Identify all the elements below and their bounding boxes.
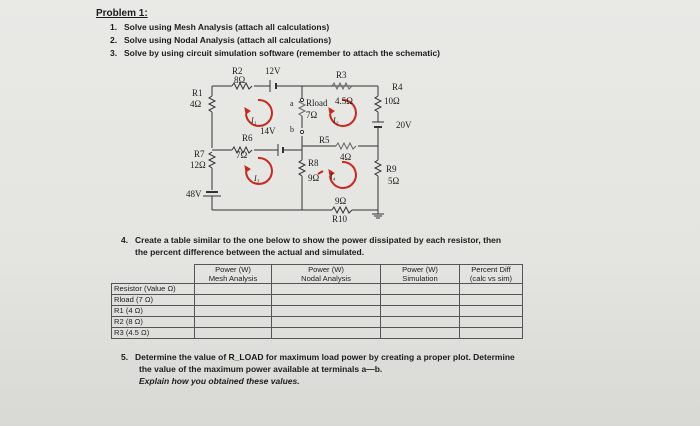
r10-label: R10 xyxy=(332,214,348,224)
v48-label: 48V xyxy=(186,189,202,199)
question-5: 5. Determine the value of R_LOAD for maximum load power by creating a proper plot. Determine xyxy=(121,352,515,362)
i2-label: I₂ xyxy=(333,116,339,125)
power-table xyxy=(111,264,523,339)
r3-label: R3 xyxy=(336,70,347,80)
r1-label: R1 xyxy=(192,88,203,98)
header-resistor: Resistor (Value Ω) xyxy=(112,284,195,295)
rload-label: Rload xyxy=(306,98,328,108)
r7-label: R7 xyxy=(194,149,205,159)
question-2: 2. Solve using Nodal Analysis (attach all calculations) xyxy=(110,35,332,45)
header-mesh: Power (W) Mesh Analysis xyxy=(195,265,272,284)
table-row xyxy=(112,328,523,339)
question-4-line-2: the percent difference between the actual and simulated. xyxy=(135,247,365,257)
table-row xyxy=(112,306,523,317)
row-label: R2 (8 Ω) xyxy=(112,317,195,328)
r2-label: R2 xyxy=(232,66,243,76)
row-label: Rload (7 Ω) xyxy=(112,295,195,306)
rload-value-2: 7Ω xyxy=(306,110,318,120)
table-row xyxy=(112,317,523,328)
r7-value: 12Ω xyxy=(190,160,206,170)
i3-label: I₃ xyxy=(254,174,260,183)
question-1: 1. Solve using Mesh Analysis (attach all calculations) xyxy=(110,22,330,32)
table-row xyxy=(112,284,523,295)
question-4: 4. Create a table similar to the one below to show the power dissipated by each resistor, then xyxy=(121,235,502,245)
r9-label: R9 xyxy=(386,164,397,174)
node-b-label: b xyxy=(290,125,294,134)
i4-label: I₄ xyxy=(330,172,336,181)
r4-value: 10Ω xyxy=(384,96,400,106)
question-3: 3. Solve by using circuit simulation software (remember to attach the schematic) xyxy=(110,48,440,58)
row-label: R1 (4 Ω) xyxy=(112,306,195,317)
v14-label: 14V xyxy=(260,126,276,136)
r8-value: 9Ω xyxy=(308,173,320,183)
r5-value: 4Ω xyxy=(340,152,352,162)
i1-label: I₁ xyxy=(251,116,257,125)
v20-label: 20V xyxy=(396,120,412,130)
node-a-label: a xyxy=(290,99,294,108)
table-header-row xyxy=(112,265,523,284)
r2-value: 8Ω xyxy=(234,75,246,85)
question-5-line-2: the value of the maximum power available at terminals a—b. xyxy=(139,364,383,374)
r9-value: 5Ω xyxy=(388,176,400,186)
table-row xyxy=(112,295,523,306)
r1-value: 4Ω xyxy=(190,99,202,109)
r6-value: 7Ω xyxy=(236,150,248,160)
header-percent-diff: Percent Diff (calc vs sim) xyxy=(460,265,523,284)
header-simulation: Power (W) Simulation xyxy=(381,265,460,284)
problem-title: Problem 1: xyxy=(96,8,148,19)
rload-value-1: 4.5Ω xyxy=(335,96,353,106)
r4-label: R4 xyxy=(392,82,403,92)
v12-label: 12V xyxy=(265,66,281,76)
r8-label: R8 xyxy=(308,158,319,168)
header-nodal: Power (W) Nodal Analysis xyxy=(272,265,381,284)
r10-value: 9Ω xyxy=(335,196,347,206)
r6-label: R6 xyxy=(242,133,253,143)
question-5-line-3: Explain how you obtained these values. xyxy=(139,376,300,386)
r5-label: R5 xyxy=(319,135,330,145)
row-label: R3 (4.5 Ω) xyxy=(112,328,195,339)
